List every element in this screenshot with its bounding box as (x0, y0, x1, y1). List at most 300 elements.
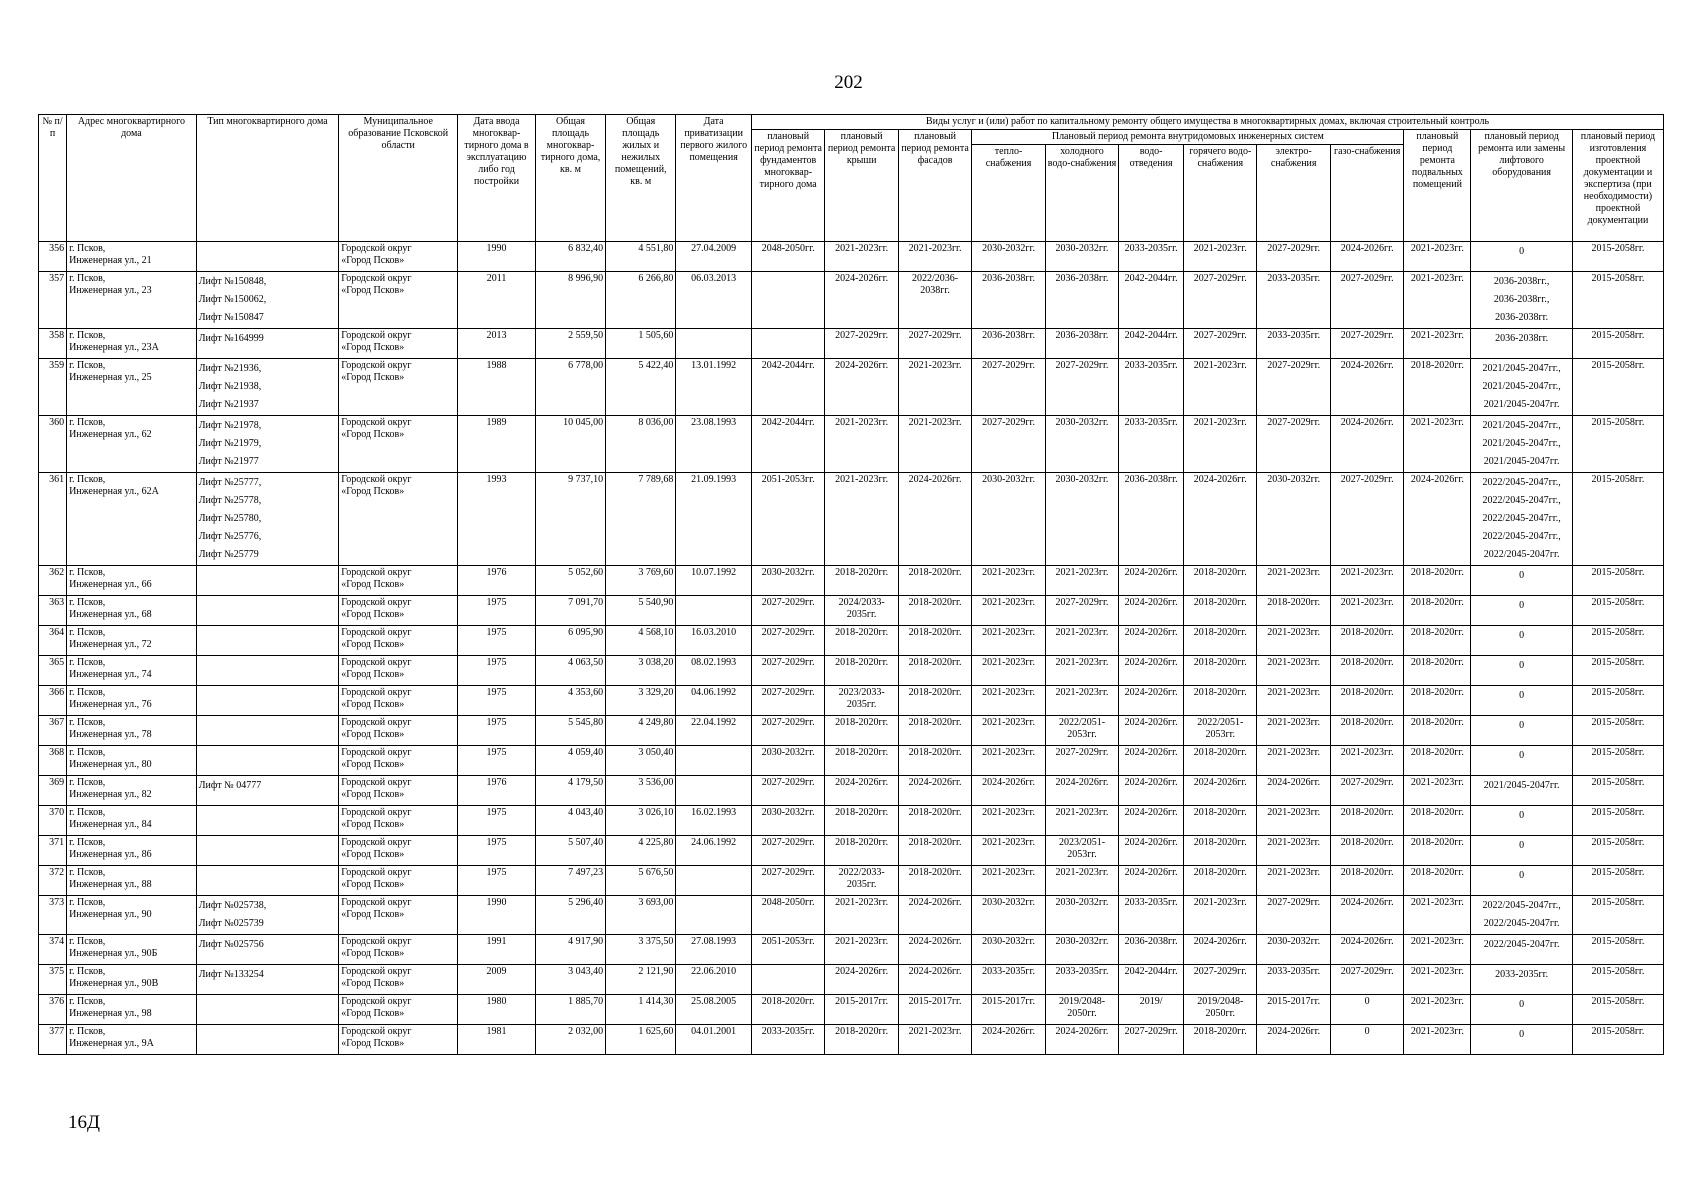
elevator-period-cell (1471, 242, 1573, 272)
address-cell (67, 995, 197, 1025)
row-number: 356 (39, 242, 67, 272)
header-commission-date: Дата ввода многоквар-тирного дома в эксплуатацию либо год постройки (458, 115, 536, 242)
elevator-period-cell (1471, 329, 1573, 359)
table-row (39, 776, 1664, 806)
drainage-period: 2024-2026гг. (1119, 686, 1184, 716)
total-area: 1 885,70 (535, 995, 605, 1025)
commission-year: 1976 (458, 776, 536, 806)
design-period: 2015-2058гг. (1572, 329, 1663, 359)
address-street: Инженерная ул., 62А (69, 486, 159, 497)
electric-period: 2033-2035гг. (1257, 329, 1330, 359)
privatization-date: 13.01.1992 (676, 359, 752, 416)
table-header (39, 115, 1664, 242)
basement-period: 2021-2023гг. (1404, 965, 1471, 995)
facade-period: 2018-2020гг. (898, 596, 971, 626)
living-area: 5 422,40 (606, 359, 676, 416)
cold-water-period: 2021-2023гг. (1045, 656, 1118, 686)
foundation-period: 2051-2053гг. (751, 473, 824, 566)
electric-period: 2021-2023гг. (1257, 656, 1330, 686)
cold-water-period: 2036-2038гг. (1045, 272, 1118, 329)
table-body (39, 242, 1664, 1055)
elevator-period-cell (1471, 656, 1573, 686)
elevator-period-cell (1471, 1025, 1573, 1055)
heating-period: 2021-2023гг. (972, 746, 1045, 776)
elevator-id: Лифт №21977 (198, 456, 259, 467)
roof-period: 2018-2020гг. (825, 716, 898, 746)
address-street: Инженерная ул., 90 (69, 909, 152, 920)
privatization-date: 22.06.2010 (676, 965, 752, 995)
hot-water-period: 2018-2020гг. (1184, 806, 1257, 836)
total-area: 4 917,90 (535, 935, 605, 965)
basement-period: 2021-2023гг. (1404, 242, 1471, 272)
row-number: 373 (39, 896, 67, 935)
basement-period: 2018-2020гг. (1404, 806, 1471, 836)
foundation-period: 2027-2029гг. (751, 866, 824, 896)
address-street: Инженерная ул., 21 (69, 255, 152, 266)
elevator-id: Лифт №150062, (198, 294, 267, 305)
elevator-period: 2036-2038гг., (1493, 276, 1550, 287)
basement-period: 2021-2023гг. (1404, 1025, 1471, 1055)
house-type-cell (196, 686, 339, 716)
elevator-period: 2022/2045-2047гг., (1482, 900, 1561, 911)
cold-water-period: 2021-2023гг. (1045, 566, 1118, 596)
municipality-line: Городской округ (341, 996, 412, 1007)
roof-period: 2021-2023гг. (825, 896, 898, 935)
drainage-period: 2042-2044гг. (1119, 965, 1184, 995)
foundation-period: 2027-2029гг. (751, 836, 824, 866)
heating-period: 2024-2026гг. (972, 1025, 1045, 1055)
living-area: 4 551,80 (606, 242, 676, 272)
drainage-period: 2042-2044гг. (1119, 329, 1184, 359)
heating-period: 2021-2023гг. (972, 716, 1045, 746)
row-number: 363 (39, 596, 67, 626)
roof-period: 2018-2020гг. (825, 746, 898, 776)
cold-water-period: 2021-2023гг. (1045, 626, 1118, 656)
elevator-period: 0 (1519, 690, 1525, 701)
municipality-line: «Город Псков» (341, 639, 405, 650)
row-number: 362 (39, 566, 67, 596)
municipality-cell (339, 935, 458, 965)
facade-period: 2018-2020гг. (898, 866, 971, 896)
gas-period: 2024-2026гг. (1330, 896, 1403, 935)
total-area: 8 996,90 (535, 272, 605, 329)
total-area: 10 045,00 (535, 416, 605, 473)
hot-water-period: 2021-2023гг. (1184, 242, 1257, 272)
municipality-cell (339, 965, 458, 995)
living-area: 3 038,20 (606, 656, 676, 686)
municipality-line: «Город Псков» (341, 849, 405, 860)
hot-water-period: 2027-2029гг. (1184, 272, 1257, 329)
electric-period: 2033-2035гг. (1257, 272, 1330, 329)
header-address: Адрес многоквартирного дома (67, 115, 197, 242)
header-basement: плановый период ремонта подвальных помещений (1404, 130, 1471, 242)
row-number: 368 (39, 746, 67, 776)
elevator-period-cell (1471, 626, 1573, 656)
elevator-period: 2036-2038гг. (1495, 312, 1549, 323)
header-cold-water: холодного водо-снабжения (1045, 145, 1118, 242)
electric-period: 2021-2023гг. (1257, 716, 1330, 746)
row-number: 367 (39, 716, 67, 746)
municipality-cell (339, 686, 458, 716)
house-type-cell (196, 242, 339, 272)
address-city: г. Псков, (69, 687, 106, 698)
basement-period: 2021-2023гг. (1404, 329, 1471, 359)
hot-water-period: 2018-2020гг. (1184, 626, 1257, 656)
gas-period: 2024-2026гг. (1330, 935, 1403, 965)
privatization-date (676, 746, 752, 776)
living-area: 3 536,00 (606, 776, 676, 806)
elevator-period: 2036-2038гг. (1495, 333, 1549, 344)
privatization-date: 24.06.1992 (676, 836, 752, 866)
commission-year: 1976 (458, 566, 536, 596)
house-type-cell (196, 776, 339, 806)
row-number: 374 (39, 935, 67, 965)
address-city: г. Псков, (69, 1026, 106, 1037)
design-period: 2015-2058гг. (1572, 596, 1663, 626)
basement-period: 2021-2023гг. (1404, 995, 1471, 1025)
electric-period: 2027-2029гг. (1257, 242, 1330, 272)
commission-year: 1990 (458, 242, 536, 272)
design-period: 2015-2058гг. (1572, 626, 1663, 656)
drainage-period: 2033-2035гг. (1119, 242, 1184, 272)
drainage-period: 2024-2026гг. (1119, 746, 1184, 776)
foundation-period: 2042-2044гг. (751, 416, 824, 473)
total-area: 3 043,40 (535, 965, 605, 995)
drainage-period: 2033-2035гг. (1119, 416, 1184, 473)
municipality-cell (339, 359, 458, 416)
basement-period: 2021-2023гг. (1404, 896, 1471, 935)
drainage-period: 2024-2026гг. (1119, 836, 1184, 866)
facade-period: 2024-2026гг. (898, 896, 971, 935)
house-type-cell (196, 995, 339, 1025)
elevator-period: 0 (1519, 570, 1525, 581)
electric-period: 2033-2035гг. (1257, 965, 1330, 995)
heating-period: 2021-2023гг. (972, 626, 1045, 656)
elevator-period-cell (1471, 416, 1573, 473)
header-roof: плановый период ремонта крыши (825, 130, 898, 242)
roof-period: 2024-2026гг. (825, 272, 898, 329)
hot-water-period: 2024-2026гг. (1184, 473, 1257, 566)
address-cell (67, 473, 197, 566)
design-period: 2015-2058гг. (1572, 866, 1663, 896)
cold-water-period: 2030-2032гг. (1045, 416, 1118, 473)
drainage-period: 2024-2026гг. (1119, 656, 1184, 686)
elevator-period: 0 (1519, 1029, 1525, 1040)
commission-year: 1980 (458, 995, 536, 1025)
header-foundation: плановый период ремонта фундаментов многоквар-тирного дома (751, 130, 824, 242)
house-type-cell (196, 626, 339, 656)
heating-period: 2027-2029гг. (972, 416, 1045, 473)
electric-period: 2021-2023гг. (1257, 836, 1330, 866)
electric-period: 2015-2017гг. (1257, 995, 1330, 1025)
table-row (39, 272, 1664, 329)
table-row (39, 995, 1664, 1025)
elevator-period: 0 (1519, 810, 1525, 821)
commission-year: 1975 (458, 716, 536, 746)
elevator-period-cell (1471, 746, 1573, 776)
basement-period: 2024-2026гг. (1404, 473, 1471, 566)
elevator-period: 0 (1519, 630, 1525, 641)
municipality-line: Городской округ (341, 474, 412, 485)
capital-repair-table (38, 114, 1664, 1055)
drainage-period: 2033-2035гг. (1119, 359, 1184, 416)
header-type: Тип многоквартирного дома (196, 115, 339, 242)
house-type-cell (196, 935, 339, 965)
roof-period: 2018-2020гг. (825, 566, 898, 596)
municipality-line: Городской округ (341, 936, 412, 947)
roof-period: 2021-2023гг. (825, 935, 898, 965)
header-gas: газо-снабжения (1330, 145, 1403, 242)
roof-period: 2021-2023гг. (825, 242, 898, 272)
total-area: 9 737,10 (535, 473, 605, 566)
electric-period: 2021-2023гг. (1257, 866, 1330, 896)
living-area: 1 505,60 (606, 329, 676, 359)
house-type-cell (196, 1025, 339, 1055)
living-area: 2 121,90 (606, 965, 676, 995)
address-street: Инженерная ул., 68 (69, 609, 152, 620)
roof-period: 2018-2020гг. (825, 626, 898, 656)
drainage-period: 2033-2035гг. (1119, 896, 1184, 935)
municipality-line: «Город Псков» (341, 372, 405, 383)
design-period: 2015-2058гг. (1572, 935, 1663, 965)
basement-period: 2021-2023гг. (1404, 776, 1471, 806)
gas-period: 2018-2020гг. (1330, 866, 1403, 896)
table-row (39, 686, 1664, 716)
facade-period: 2021-2023гг. (898, 242, 971, 272)
hot-water-period: 2018-2020гг. (1184, 836, 1257, 866)
address-cell (67, 866, 197, 896)
header-num: № п/п (39, 115, 67, 242)
hot-water-period: 2024-2026гг. (1184, 776, 1257, 806)
roof-period: 2022/2033-2035гг. (825, 866, 898, 896)
municipality-line: «Город Псков» (341, 1038, 405, 1049)
address-cell (67, 935, 197, 965)
address-city: г. Псков, (69, 360, 106, 371)
municipality-line: «Город Псков» (341, 255, 405, 266)
address-cell (67, 272, 197, 329)
elevator-id: Лифт №21938, (198, 381, 262, 392)
heating-period: 2021-2023гг. (972, 866, 1045, 896)
foundation-period (751, 965, 824, 995)
electric-period: 2030-2032гг. (1257, 935, 1330, 965)
house-type-cell (196, 596, 339, 626)
living-area: 4 225,80 (606, 836, 676, 866)
foundation-period: 2027-2029гг. (751, 776, 824, 806)
electric-period: 2021-2023гг. (1257, 686, 1330, 716)
foundation-period: 2042-2044гг. (751, 359, 824, 416)
municipality-line: Городской округ (341, 867, 412, 878)
elevator-period-cell (1471, 965, 1573, 995)
privatization-date: 25.08.2005 (676, 995, 752, 1025)
gas-period: 2018-2020гг. (1330, 686, 1403, 716)
elevator-period-cell (1471, 566, 1573, 596)
elevator-period: 2033-2035гг. (1495, 969, 1549, 980)
cold-water-period: 2019/2048-2050гг. (1045, 995, 1118, 1025)
elevator-id: Лифт №150848, (198, 276, 267, 287)
electric-period: 2027-2029гг. (1257, 896, 1330, 935)
address-street: Инженерная ул., 23А (69, 342, 159, 353)
foundation-period: 2018-2020гг. (751, 995, 824, 1025)
municipality-line: Городской округ (341, 897, 412, 908)
address-city: г. Псков, (69, 657, 106, 668)
roof-period: 2024-2026гг. (825, 359, 898, 416)
hot-water-period: 2021-2023гг. (1184, 416, 1257, 473)
municipality-line: «Город Псков» (341, 789, 405, 800)
roof-period: 2018-2020гг. (825, 1025, 898, 1055)
table-row (39, 416, 1664, 473)
row-number: 366 (39, 686, 67, 716)
cold-water-period: 2036-2038гг. (1045, 329, 1118, 359)
address-city: г. Псков, (69, 243, 106, 254)
commission-year: 1975 (458, 836, 536, 866)
address-city: г. Псков, (69, 330, 106, 341)
address-cell (67, 746, 197, 776)
house-type-cell (196, 416, 339, 473)
header-electric: электро-снабжения (1257, 145, 1330, 242)
table-row (39, 836, 1664, 866)
address-street: Инженерная ул., 90В (69, 978, 159, 989)
roof-period: 2024/2033-2035гг. (825, 596, 898, 626)
municipality-line: Городской округ (341, 687, 412, 698)
heating-period: 2021-2023гг. (972, 656, 1045, 686)
municipality-line: Городской округ (341, 567, 412, 578)
foundation-period: 2048-2050гг. (751, 242, 824, 272)
elevator-period: 2022/2045-2047гг. (1483, 918, 1560, 929)
address-city: г. Псков, (69, 777, 106, 788)
electric-period: 2021-2023гг. (1257, 746, 1330, 776)
municipality-cell (339, 656, 458, 686)
total-area: 5 052,60 (535, 566, 605, 596)
elevator-period: 2022/2045-2047гг., (1482, 531, 1561, 542)
electric-period: 2021-2023гг. (1257, 626, 1330, 656)
heating-period: 2027-2029гг. (972, 359, 1045, 416)
house-type-cell (196, 866, 339, 896)
municipality-cell (339, 329, 458, 359)
gas-period: 2027-2029гг. (1330, 329, 1403, 359)
cold-water-period: 2021-2023гг. (1045, 686, 1118, 716)
elevator-period: 2021/2045-2047гг. (1483, 399, 1560, 410)
heating-period: 2021-2023гг. (972, 596, 1045, 626)
roof-period: 2018-2020гг. (825, 656, 898, 686)
municipality-cell (339, 566, 458, 596)
municipality-cell (339, 626, 458, 656)
row-number: 360 (39, 416, 67, 473)
municipality-cell (339, 716, 458, 746)
privatization-date (676, 329, 752, 359)
heating-period: 2030-2032гг. (972, 896, 1045, 935)
address-street: Инженерная ул., 86 (69, 849, 152, 860)
privatization-date: 06.03.2013 (676, 272, 752, 329)
cold-water-period: 2027-2029гг. (1045, 359, 1118, 416)
row-number: 359 (39, 359, 67, 416)
heating-period: 2021-2023гг. (972, 566, 1045, 596)
total-area: 6 778,00 (535, 359, 605, 416)
municipality-cell (339, 995, 458, 1025)
living-area: 4 249,80 (606, 716, 676, 746)
municipality-line: Городской округ (341, 657, 412, 668)
elevator-period-cell (1471, 896, 1573, 935)
foundation-period: 2027-2029гг. (751, 626, 824, 656)
cold-water-period: 2021-2023гг. (1045, 866, 1118, 896)
privatization-date (676, 896, 752, 935)
drainage-period: 2042-2044гг. (1119, 272, 1184, 329)
total-area: 4 353,60 (535, 686, 605, 716)
elevator-id: Лифт №25777, (198, 477, 262, 488)
total-area: 4 059,40 (535, 746, 605, 776)
foundation-period: 2030-2032гг. (751, 806, 824, 836)
elevator-period-cell (1471, 776, 1573, 806)
municipality-line: Городской округ (341, 717, 412, 728)
privatization-date: 27.08.1993 (676, 935, 752, 965)
privatization-date: 04.06.1992 (676, 686, 752, 716)
commission-year: 1975 (458, 656, 536, 686)
heating-period: 2036-2038гг. (972, 329, 1045, 359)
gas-period: 2018-2020гг. (1330, 716, 1403, 746)
municipality-line: Городской округ (341, 966, 412, 977)
municipality-cell (339, 272, 458, 329)
elevator-period-cell (1471, 935, 1573, 965)
roof-period: 2023/2033-2035гг. (825, 686, 898, 716)
header-living-area: Общая площадь жилых и нежилых помещений, кв. м (606, 115, 676, 242)
house-type-cell (196, 746, 339, 776)
facade-period: 2022/2036-2038гг. (898, 272, 971, 329)
address-city: г. Псков, (69, 627, 106, 638)
privatization-date: 10.07.1992 (676, 566, 752, 596)
cold-water-period: 2030-2032гг. (1045, 896, 1118, 935)
municipality-cell (339, 746, 458, 776)
elevator-period: 2021/2045-2047гг., (1482, 420, 1561, 431)
gas-period: 2018-2020гг. (1330, 626, 1403, 656)
commission-year: 1975 (458, 686, 536, 716)
electric-period: 2024-2026гг. (1257, 776, 1330, 806)
living-area: 5 540,90 (606, 596, 676, 626)
electric-period: 2027-2029гг. (1257, 416, 1330, 473)
facade-period: 2018-2020гг. (898, 716, 971, 746)
drainage-period: 2024-2026гг. (1119, 866, 1184, 896)
house-type-cell (196, 965, 339, 995)
living-area: 3 693,00 (606, 896, 676, 935)
basement-period: 2018-2020гг. (1404, 746, 1471, 776)
elevator-period-cell (1471, 596, 1573, 626)
municipality-cell (339, 806, 458, 836)
total-area: 4 179,50 (535, 776, 605, 806)
roof-period: 2018-2020гг. (825, 836, 898, 866)
address-cell (67, 965, 197, 995)
gas-period: 2027-2029гг. (1330, 473, 1403, 566)
living-area: 3 329,20 (606, 686, 676, 716)
address-street: Инженерная ул., 88 (69, 879, 152, 890)
address-city: г. Псков, (69, 747, 106, 758)
table-row (39, 1025, 1664, 1055)
living-area: 3 375,50 (606, 935, 676, 965)
commission-year: 1975 (458, 596, 536, 626)
total-area: 5 507,40 (535, 836, 605, 866)
header-drainage: водо-отведения (1119, 145, 1184, 242)
elevator-period-cell (1471, 866, 1573, 896)
commission-year: 1993 (458, 473, 536, 566)
commission-year: 1981 (458, 1025, 536, 1055)
elevator-id: Лифт №025738, (198, 900, 267, 911)
table-row (39, 746, 1664, 776)
heating-period: 2024-2026гг. (972, 776, 1045, 806)
cold-water-period: 2024-2026гг. (1045, 1025, 1118, 1055)
house-type-cell (196, 272, 339, 329)
footer-code: 16Д (68, 1112, 100, 1133)
living-area: 3 050,40 (606, 746, 676, 776)
drainage-period: 2027-2029гг. (1119, 1025, 1184, 1055)
facade-period: 2018-2020гг. (898, 626, 971, 656)
privatization-date: 23.08.1993 (676, 416, 752, 473)
